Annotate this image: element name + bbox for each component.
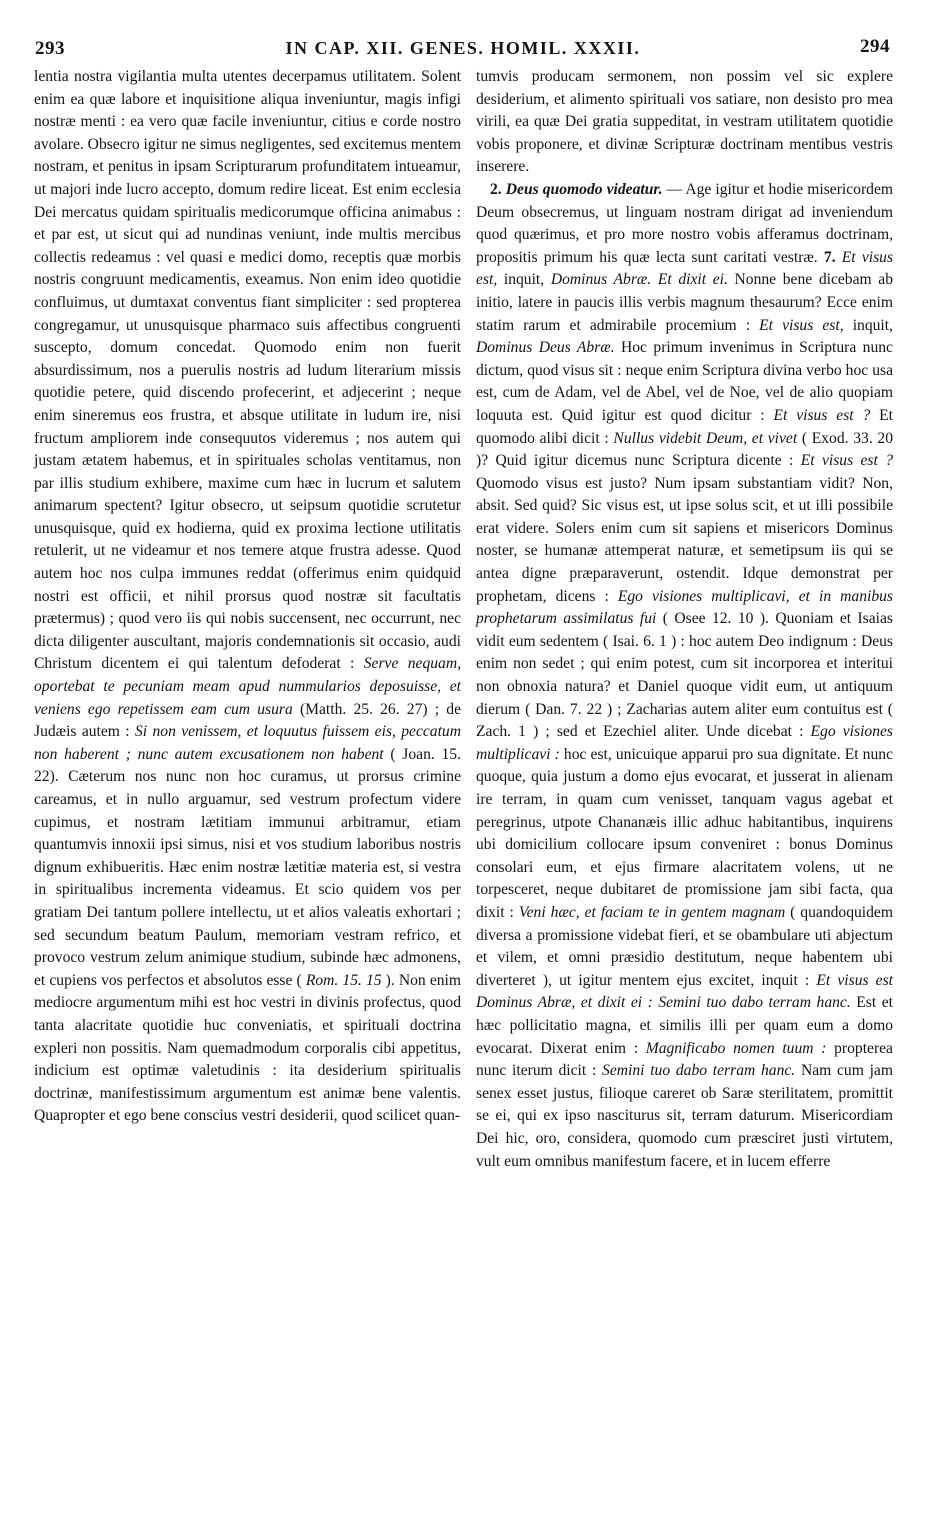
text-span: hoc est, unicuique apparui pro sua dignitate. Et nunc quoque, quia justum a domo ejus evocarat, et jusserat in alienam ire terram, in quam cum venisset, tanquam vagus agebat et peregrinus, utpote Chananæis illic adhuc habitantibus, inquirens ubi domicilium collocare ipsum conveniret : bonus Dominus consolari eum, et ejus firmare alacritatem volens, ut ne torpesceret, neque dubitaret de promissione jam sibi facta, qua dixit : [476, 745, 893, 921]
quotation: Ego visiones multiplicavi, et in manibus prophetarum assimilatus fui [476, 587, 893, 628]
reference: Rom. 15. 15 [305, 971, 382, 989]
quotation: Et visus est Dominus Abræ, et dixit ei : Semini tuo dabo terram hanc. [476, 971, 894, 1012]
quotation: Et visus est ? [800, 452, 893, 470]
text-span: Et quomodo alibi dicit : [476, 406, 893, 447]
page-number-left: 293 [35, 38, 65, 59]
quotation: Veni hæc, et faciam te in gentem magnam [518, 903, 786, 921]
quotation: Nullus videbit Deum, et vivet [613, 429, 798, 447]
quotation: Et visus est, [759, 316, 844, 334]
text-span: lentia nostra vigilantia multa utentes decerpamus utilitatem. Solent enim ea quæ labore et inquisitione aliqua inveniuntur, magis infigi nostræ menti : ea vero quæ facile inveniuntur, citius e corde nostro avolare. Obsecro igitur ne simus negligentes, sed excitemus mentem nostram, et penitus in ipsam Scripturarum profunditatem intueamur, ut majori inde lucro accepto, domum redire liceat. Est enim ecclesia Dei mercatus quidam spiritualis medicorumque officina animabus : et par est, ut sicut qui ad nundinas veniunt, inde multis mercibus collectis redeamus : vel quasi e medici domo, receptis quæ morbis nostris congruunt medicamentis, exeamus. Non enim ideo quotidie confluimus, ut dumtaxat conventus fiant simpliciter : sed propterea congregamur, ut unusquisque pharmaco suis affectibus congruenti suscepto, domum concedat. Quomodo enim non fuerit absurdissimum, nos a puerulis nostris ad ludum literarium missis quotidie petere, quid discendo profecerint, et adjecerint ; neque enim sineremus eos frustra, et absque utilitate in ludum ire, nisi fructum ampliorem inde consequutos videremus ; nos autem qui justam ætatem habemus, et in spirituales scholas ventitamus, non par illis studium exhibere, maxime cum hæc in lucrum et salutem animarum spectent? Igitur obsecro, ut seipsum quotidie scrutetur unusquisque, quid ex hodierna, quid ex proxima lectione utilitatis retulerit, ut ne videamur et nos temere atque frustra adesse. Quod autem hoc nos culpa immunes reddat (offerimus enim quidquid nostri est officii, et nihil prorsus quod nostræ sit facultatis prætermus) ; quod vero iis qui nobis succensent, nec occurrunt, nec dicta diligenter auscultant, majoris condemnationis sit occasio, audi Christum dicentem ei qui talentum defoderat : [34, 68, 461, 673]
text-span: — Age igitur et hodie misericordem Deum obsecremus, ut linguam nostram dirigat ad inveniendum quod quærimus, et pro more nostro vobis afferamus doctrinam, propositis primum his quæ lecta sunt caritati vestræ. [476, 180, 893, 266]
left-paragraph [34, 66, 461, 1128]
page-number-right: 294 [860, 36, 890, 57]
left-column [34, 66, 461, 1128]
page-header [0, 30, 926, 64]
text-span: Nonne bene dicebam ab initio, latere in paucis illis verbis magnum thesaurum? Ecce enim statim rarum et admirabile procemium : [476, 271, 894, 334]
text-span: propterea nunc iterum dicit : [476, 1039, 893, 1080]
quotation: Dominus Abræ. Et dixit ei. [550, 271, 728, 289]
section-number: 2. [490, 180, 506, 198]
text-span: ( Exod. 33. 20 )? Quid igitur dicemus nunc Scriptura dicente : [476, 429, 893, 470]
section-title: Deus quomodo videatur. [505, 180, 663, 198]
text-span: Est et hæc pollicitatio magna, et similis illi per quam eum a domo evocarat. Dixerat enim : [476, 994, 893, 1057]
text-span: inquit, [497, 271, 551, 289]
quotation: Semini tuo dabo terram hanc. [602, 1062, 796, 1080]
text-span: Quomodo visus est justo? Num ipsam substantiam vidit? Non, absit. Sed quid? Sic visus est, ut ipse solus scit, et ut illi possibile erat videre. Solers enim cum sit sapiens et misericors Dominus noster, se humanæ attemperat naturæ, et semetipsum iis qui se antea digne præparaverunt, ostendit. Idque demonstrat per prophetam, dicens : [476, 474, 893, 605]
right-paragraph-1: tumvis producam sermonem, non possim vel sic explere desiderium, et alimento spirituali vos satiare, non desisto pro mea virili, ea quæ Dei gratia suppeditat, in vestram utilitatem quotidie vobis proponere, et divinæ Scripturæ doctrinam mentibus vestris inserere. [476, 68, 893, 176]
text-span: ). Non enim mediocre argumentum mihi est hoc vestri in divinis profectus, quod tanta alacritate quotidie huc conveniatis, et spirituali doctrina expleri non possitis. Nam quemadmodum corporalis cibi appetitus, indicium est optimæ valetudinis : ita desiderium spiritualis doctrinæ, manifestissimum argumentum est animæ bene valentis. Quapropter et ego bene conscius vestri desiderii, quod scilicet quan- [34, 971, 461, 1125]
quotation: Magnificabo nomen tuum : [645, 1039, 827, 1057]
verse-number: 7. [823, 248, 842, 266]
quotation: Et visus est ? [773, 406, 871, 424]
reference: ( Joan. 15. 22). [34, 745, 461, 786]
text-span: ( quandoquidem diversa a promissione videbat fieri, et se obambulare uti abjectum et vilem, et omni præsidio destitutum, neque habentem ubi diverteret ), ut igitur mentem ejus excitet, inquit : [476, 903, 893, 989]
text-span: Cæterum nos nunc non hoc curamus, ut prorsus crimine careamus, et in nullo arguamur, sed vestrum profectum videre cupimus, et nostram lætitiam immunui arbitramur, etiam quantumvis innoxii ipsi simus, nisi et vos studium laboribus nostris dignum exhibueritis. Hæc enim nostræ lætitiæ materia est, si vestra in spiritualibus incrementa videamus. Et scio quidem vos per gratiam Dei tantum pollere intellectu, ut et alios valeatis exhortari ; sed secundum beatum Paulum, memoriam vestram refrico, et provoco vestrum zelum animique studium, subinde hæc admonens, et cupiens vos perfectos et absolutos esse ( [34, 768, 461, 989]
quotation: Si non venissem, et loquutus fuissem eis, peccatum non haberent ; nunc autem excusationem non habent [34, 723, 461, 763]
running-title: IN CAP. XII. GENES. HOMIL. XXXII. [285, 38, 641, 58]
quotation: Ego visiones multiplicavi : [476, 723, 893, 763]
text-span: Nam cum jam senex esset justus, filioque careret ob Saræ sterilitatem, promittit se ei, qui ex ipso nasciturus sit, terram daturum. Misericordiam Dei hic, oro, considera, quomodo cum præsciret justi virtutem, vult eum omnibus manifestum facere, et in lucem efferre [476, 1062, 893, 1170]
quotation: Dominus Deus Abræ. [476, 339, 615, 357]
text-span: inquit, [843, 316, 893, 334]
right-paragraph-2 [476, 179, 893, 1173]
text-span: Hoc primum invenimus in Scriptura nunc dictum, quod visus sit : neque enim Scriptura divina verbo hoc usa est, cum de Adam, vel de Abel, vel de Noe, vel de alio quopiam loquuta est. Quid igitur est quod dicitur : [476, 339, 893, 424]
reference: (Matth. 25. 26. 27) ; de Judæis autem : [34, 700, 461, 741]
text-span: ( Osee 12. 10 ). Quoniam et Isaias vidit eum sedentem ( Isai. 6. 1 ) : hoc autem Deo indignum : Deus enim non sedet ; qui enim potest, cum sit incorporea et interitui non obnoxia natura? et Daniel quoque vidit eum, ut antiquum dierum ( Dan. 7. 22 ) ; Zacharias autem aliter eum contuitus est ( Zach. 1 ) ; sed et Ezechiel aliter. Unde dicebat : [476, 610, 893, 741]
quotation: Serve nequam, oportebat te pecuniam meam apud nummularios deposuisse, et veniens ego repetissem eam cum usura [34, 655, 461, 718]
right-column [476, 66, 893, 1173]
quotation: Et visus est, [476, 248, 894, 289]
